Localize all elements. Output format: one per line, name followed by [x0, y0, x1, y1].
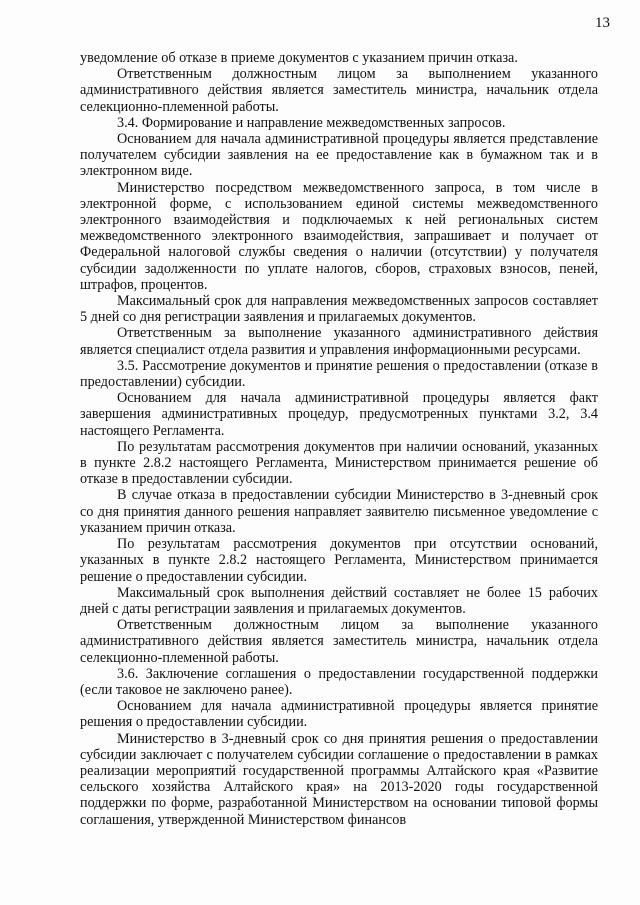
- paragraph-continuation: уведомление об отказе в приеме документов с указанием причин отказа.: [80, 50, 518, 66]
- paragraph-grant-decision: По результатам рассмотрения документов при отсутствии оснований, указанных в пункте 2.8.2 настоящего Регламента, Министерством принимается решение о предоставлении субсидии.: [80, 536, 598, 585]
- paragraph-basis-3-5: Основанием для начала административной процедуры является факт завершения административных процедур, предусмотренных пунктами 3.2, 3.4 настоящего Регламента.: [80, 390, 598, 439]
- paragraph-basis-3-6: Основанием для начала административной процедуры является принятие решения о предоставлении субсидии.: [80, 698, 598, 731]
- paragraph-refusal-notice: В случае отказа в предоставлении субсидии Министерство в 3-дневный срок со дня принятия данного решения направляет заявителю письменное уведомление с указанием причин отказа.: [80, 487, 598, 536]
- paragraph-max-term-actions: Максимальный срок выполнения действий составляет не более 15 рабочих дней с даты регистрации заявления и прилагаемых документов.: [80, 584, 598, 617]
- paragraph-refusal-decision: По результатам рассмотрения документов при наличии оснований, указанных в пункте 2.8.2 настоящего Регламента, Министерством принимается решение об отказе в предоставлении субсидии.: [80, 438, 598, 488]
- page-number: 13: [595, 15, 610, 31]
- paragraph-responsible-specialist: Ответственным за выполнение указанного административного действия является специалист отдела развития и управления информационными ресурсами.: [80, 325, 598, 358]
- paragraph-interdepartmental-request: Министерство посредством межведомственного запроса, в том числе в электронной форме, с использованием единой системы межведомственного электронного взаимодействия и подключаемых к ней региональных систем межведомственного электронного взаимодействия, запрашивает и получает от Федеральной налоговой службы сведения о наличии (отсутствии) у получателя субсидии задолженности по уплате налогов, сборов, страховых взносов, пеней, штрафов, процентов.: [80, 179, 598, 293]
- paragraph-responsible-official-2: Ответственным должностным лицом за выполнение указанного административного действия является заместитель министра, начальник отдела селекционно-племенной работы.: [80, 617, 598, 666]
- section-heading-3-6: 3.6. Заключение соглашения о предоставлении государственной поддержки (если таковое не заключено ранее).: [80, 665, 598, 698]
- section-heading-3-5: 3.5. Рассмотрение документов и принятие решения о предоставлении (отказе в предоставлении) субсидии.: [80, 357, 598, 391]
- paragraph-responsible-official: Ответственным должностным лицом за выполнением указанного административного действия является заместитель министра, начальник отдела селекционно-племенной работы.: [80, 66, 598, 115]
- paragraph-max-term-requests: Максимальный срок для направления межведомственных запросов составляет 5 дней со дня регистрации заявления и прилагаемых документов.: [80, 293, 598, 326]
- section-heading-3-4: 3.4. Формирование и направление межведомственных запросов.: [117, 114, 506, 131]
- document-body: [80, 50, 598, 828]
- paragraph-basis-3-4: Основанием для начала административной процедуры является представление получателем субсидии заявления на ее предоставление как в бумажном так и в электронном виде.: [80, 131, 598, 180]
- paragraph-agreement: Министерство в 3-дневный срок со дня принятия решения о предоставлении субсидии заключает с получателем субсидии соглашение о предоставлении в рамках реализации мероприятий государственной программы Алтайского края «Развитие сельского хозяйства Алтайского края» на 2013-2020 годы государственной поддержки по форме, разработанной Министерством на основании типовой формы соглашения, утвержденной Министерством финансов: [80, 730, 598, 828]
